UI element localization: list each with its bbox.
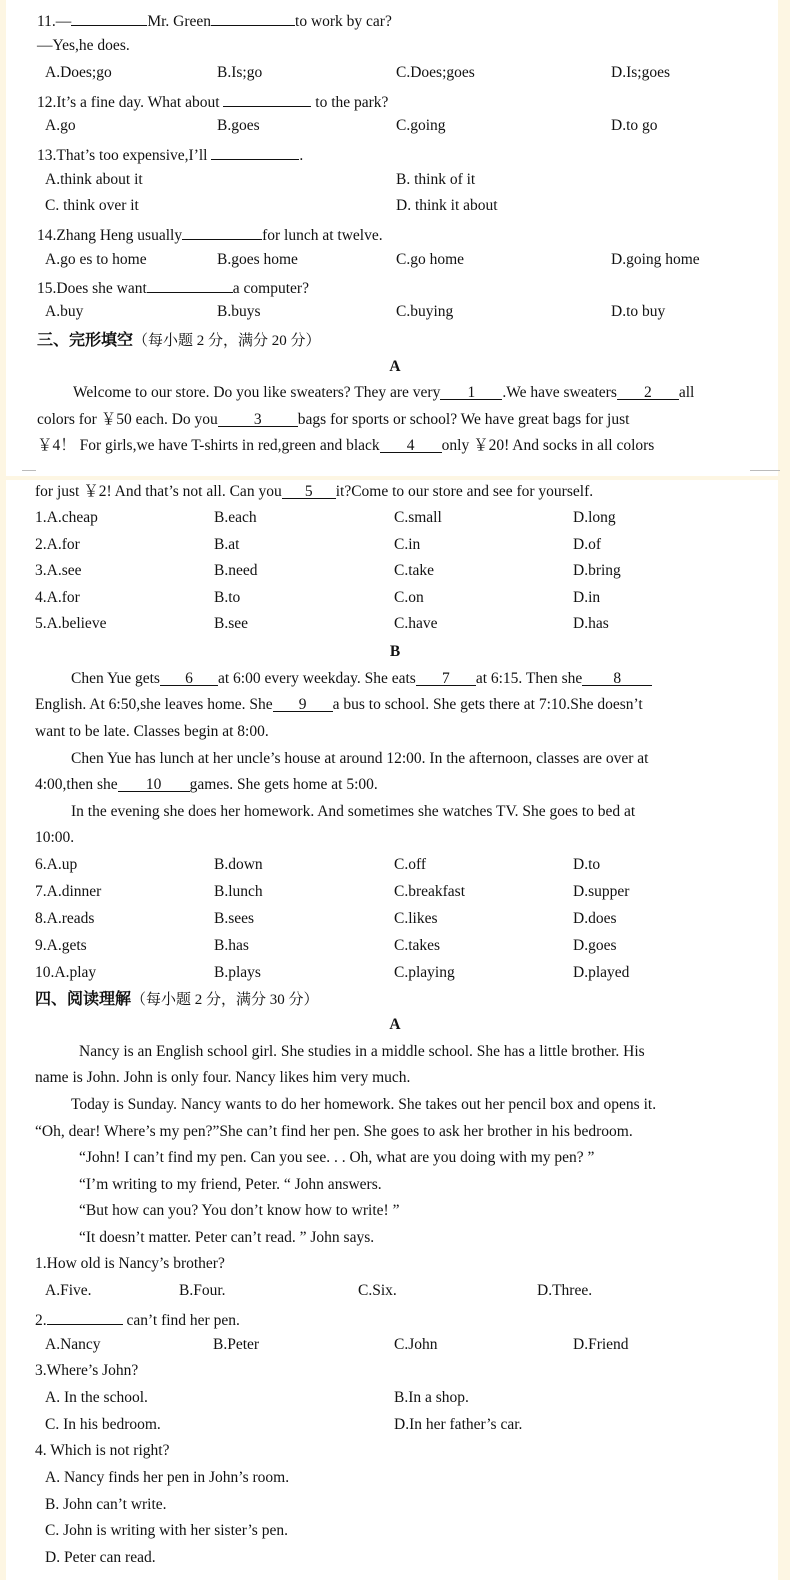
option-a: A.think about it: [45, 171, 143, 188]
option-b: B.goes home: [217, 251, 298, 268]
question-text: 12.It’s a fine day. What about: [37, 94, 220, 111]
option-a: 7.A.dinner: [35, 883, 102, 900]
option-d: D.goes: [573, 937, 617, 954]
reply-text: —Yes,he does.: [37, 37, 130, 54]
passage-line: want to be late. Classes begin at 8:00.: [35, 723, 269, 740]
passage-text: bags for sports or school? We have great bags for just: [297, 411, 630, 428]
option-c: C. think over it: [45, 197, 139, 214]
question-15: [37, 276, 309, 296]
option-c: C.John: [394, 1336, 438, 1353]
option-a: A.go es to home: [45, 251, 147, 268]
option-c: C.go home: [396, 251, 465, 268]
question-text: 13.That’s too expensive,I’ll: [37, 147, 208, 164]
passage-line: [73, 383, 694, 403]
passage-text: all: [678, 384, 695, 401]
option-b: B.plays: [214, 964, 261, 981]
answer-blank: [182, 223, 262, 240]
option-b: B.to: [214, 588, 241, 606]
option-c: C.breakfast: [394, 883, 466, 900]
option-c: C.have: [394, 615, 438, 632]
passage-line: “I’m writing to my friend, Peter. “ John answers.: [79, 1176, 382, 1193]
option-a: 3.A.see: [35, 562, 82, 579]
passage-line: “But how can you? You don’t know how to write! ”: [79, 1202, 400, 1219]
option-b: B.down: [214, 856, 263, 873]
option-c: C.small: [394, 509, 442, 526]
option-c: C.on: [394, 588, 424, 606]
option-b: B.goes: [217, 117, 260, 134]
answer-blank: [47, 1308, 123, 1325]
option-a: A.Five.: [45, 1282, 92, 1299]
option-d: D.does: [573, 910, 617, 927]
option-a: 8.A.reads: [35, 910, 95, 927]
question-text: 2.: [35, 1312, 47, 1329]
option-c: C. In his bedroom.: [45, 1416, 161, 1433]
option-c: C. John is writing with her sister’s pen.: [45, 1522, 288, 1539]
option-a: 1.A.cheap: [35, 509, 98, 526]
option-a: A.buy: [45, 303, 84, 320]
passage-line: [37, 410, 629, 430]
passage-line: 10:00.: [35, 829, 75, 846]
option-b: B. think of it: [396, 171, 476, 188]
passage-label: A: [389, 358, 401, 375]
option-b: B.see: [214, 615, 249, 632]
option-b: B.In a shop.: [394, 1389, 469, 1406]
option-d: D.in: [573, 588, 601, 606]
question-text: can’t find her pen.: [126, 1312, 240, 1329]
cloze-blank: 9: [273, 695, 333, 712]
passage-line: name is John. John is only four. Nancy likes him very much.: [35, 1069, 411, 1086]
option-a: A.Does;go: [45, 64, 112, 81]
passage-line: “It doesn’t matter. Peter can’t read. ” John says.: [79, 1229, 375, 1246]
option-c: C.takes: [394, 937, 441, 954]
question-text: .: [299, 147, 304, 164]
option-a: A. In the school.: [45, 1389, 148, 1406]
question-12: [37, 90, 388, 110]
passage-text: .We have sweaters: [502, 384, 617, 401]
cloze-blank: 10: [118, 775, 190, 792]
answer-blank: [211, 9, 295, 26]
option-c: C.Does;goes: [396, 64, 475, 81]
question-text: 14.Zhang Heng usually: [37, 227, 183, 244]
passage-line: “Oh, dear! Where’s my pen?”She can’t find her pen. She goes to ask her brother in his bedroom.: [35, 1123, 633, 1140]
option-c: C.playing: [394, 964, 455, 981]
option-b: B.Four.: [179, 1282, 226, 1299]
page-corner-mark: [22, 470, 36, 471]
question-13: [37, 143, 303, 163]
option-b: B.buys: [217, 303, 261, 320]
option-d: D.to go: [611, 117, 658, 134]
option-a: 2.A.for: [35, 535, 80, 553]
passage-line: [35, 695, 643, 715]
reading-question-3: 3.Where’s John?: [35, 1362, 139, 1379]
passage-text: colors for ￥50 each. Do you: [37, 411, 218, 428]
section-heading: [37, 330, 321, 350]
cloze-blank: 4: [380, 436, 442, 453]
passage-line: Today is Sunday. Nancy wants to do her homework. She takes out her pencil box and opens it.: [71, 1096, 657, 1113]
passage-text: Welcome to our store. Do you like sweaters? They are very: [73, 384, 441, 401]
reading-question-4: 4. Which is not right?: [35, 1442, 170, 1459]
question-text: to the park?: [315, 94, 389, 111]
passage-text: only ￥20! And socks in all colors: [441, 437, 655, 454]
option-c: C.in: [394, 535, 421, 553]
reading-question-1: 1.How old is Nancy’s brother?: [35, 1255, 225, 1272]
passage-line: [71, 669, 652, 689]
question-text: to work by car?: [295, 13, 392, 30]
option-c: C.going: [396, 117, 446, 134]
option-d: D.Three.: [537, 1282, 593, 1299]
option-a: A.go: [45, 117, 76, 134]
passage-line: Chen Yue has lunch at her uncle’s house at around 12:00. In the afternoon, classes are over at: [71, 750, 649, 767]
option-d: D.bring: [573, 562, 621, 579]
passage-text: a bus to school. She gets there at 7:10.She doesn’t: [332, 696, 643, 713]
question-11: [37, 9, 392, 29]
question-14: [37, 223, 383, 243]
option-c: C.take: [394, 562, 435, 579]
option-d: D.In her father’s car.: [394, 1416, 523, 1433]
option-c: C.Six.: [358, 1282, 397, 1299]
question-text: a computer?: [232, 280, 309, 297]
option-d: D.played: [573, 964, 630, 981]
section-score: （每小题 2 分，满分 20 分）: [133, 333, 321, 349]
option-d: D.of: [573, 535, 601, 553]
option-d: D.to: [573, 856, 601, 873]
passage-text: at 6:15. Then she: [475, 670, 583, 687]
cloze-blank: 7: [416, 669, 476, 686]
option-b: B.Is;go: [217, 64, 263, 81]
question-text: Mr. Green: [147, 13, 212, 30]
option-b: B.Peter: [213, 1336, 260, 1353]
question-text: 15.Does she want: [37, 280, 147, 297]
passage-text: games. She gets home at 5:00.: [189, 776, 378, 793]
option-d: D.Is;goes: [611, 64, 670, 81]
page-corner-mark: [750, 470, 780, 471]
option-d: D. think it about: [396, 197, 498, 214]
option-b: B.need: [214, 562, 258, 579]
passage-text: English. At 6:50,she leaves home. She: [35, 696, 273, 713]
option-a: A. Nancy finds her pen in John’s room.: [45, 1469, 290, 1486]
option-a: A.Nancy: [45, 1336, 101, 1353]
section-heading: [35, 989, 319, 1009]
section-title: 三、完形填空: [37, 330, 134, 349]
option-c: C.off: [394, 856, 427, 873]
option-b: B.each: [214, 509, 257, 526]
section-title: 四、阅读理解: [35, 989, 132, 1008]
cloze-blank: 6: [160, 669, 218, 686]
reading-question-2: [35, 1308, 240, 1328]
question-text: for lunch at twelve.: [262, 227, 383, 244]
passage-text: Chen Yue gets: [71, 670, 160, 687]
option-d: D.long: [573, 509, 616, 526]
passage-label: B: [389, 643, 401, 660]
passage-text: 4:00,then she: [35, 776, 118, 793]
option-b: B.at: [214, 535, 240, 553]
option-d: D. Peter can read.: [45, 1549, 156, 1566]
passage-text: at 6:00 every weekday. She eats: [217, 670, 416, 687]
answer-blank: [147, 276, 233, 293]
cloze-blank: 2: [617, 383, 679, 400]
passage-label: A: [389, 1016, 401, 1033]
option-a: 9.A.gets: [35, 937, 87, 954]
passage-text: ￥4！ For girls,we have T-shirts in red,green and black: [37, 437, 380, 454]
cloze-blank: 8: [582, 669, 652, 686]
section-score: （每小题 2 分，满分 30 分）: [131, 992, 319, 1008]
option-a: 6.A.up: [35, 856, 78, 873]
option-d: D.going home: [611, 251, 700, 268]
option-a: 10.A.play: [35, 964, 97, 981]
answer-blank: [211, 143, 299, 160]
cloze-blank: 5: [282, 482, 336, 499]
cloze-blank: 1: [440, 383, 502, 400]
passage-line: [37, 436, 654, 456]
passage-line: In the evening she does her homework. And sometimes she watches TV. She goes to bed at: [71, 803, 636, 820]
option-c: C.buying: [396, 303, 454, 320]
option-a: 5.A.believe: [35, 615, 107, 632]
option-d: D.has: [573, 615, 609, 632]
passage-text: it?Come to our store and see for yourself.: [335, 483, 594, 500]
question-text: 11.—: [37, 13, 72, 30]
cloze-blank: 3: [218, 410, 298, 427]
option-a: 4.A.for: [35, 588, 80, 606]
option-b: B.lunch: [214, 883, 263, 900]
answer-blank: [223, 90, 311, 107]
option-c: C.likes: [394, 910, 438, 927]
option-d: D.supper: [573, 883, 630, 900]
answer-blank: [71, 9, 147, 26]
passage-line: Nancy is an English school girl. She studies in a middle school. She has a little brother. His: [79, 1043, 645, 1060]
passage-line: “John! I can’t find my pen. Can you see. . . Oh, what are you doing with my pen? ”: [79, 1149, 595, 1166]
option-d: D.to buy: [611, 303, 666, 320]
passage-line: [35, 775, 378, 795]
option-b: B.has: [214, 937, 249, 954]
option-b: B. John can’t write.: [45, 1496, 167, 1513]
option-d: D.Friend: [573, 1336, 629, 1353]
option-b: B.sees: [214, 910, 255, 927]
passage-text: for just ￥2! And that’s not all. Can you: [35, 483, 282, 500]
passage-line: [35, 482, 593, 502]
